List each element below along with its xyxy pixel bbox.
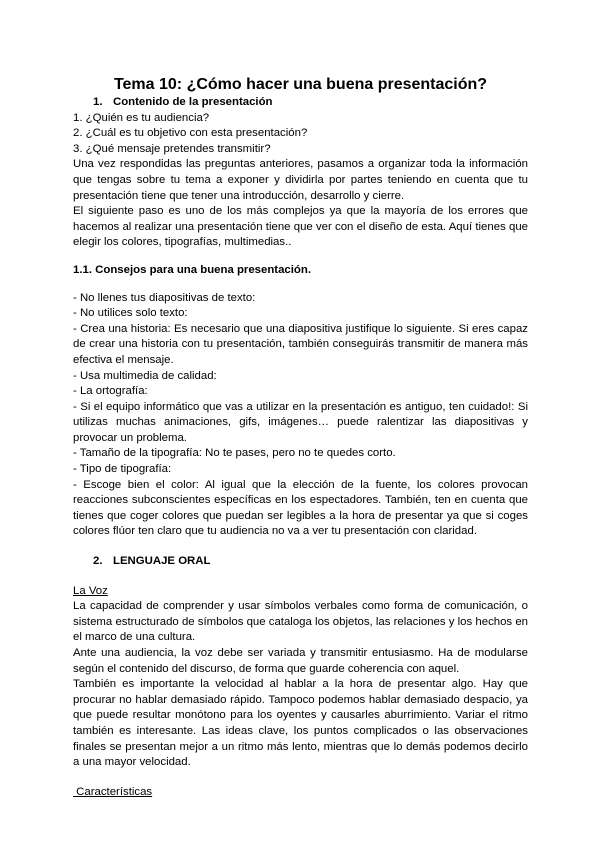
section-2-title: LENGUAJE ORAL: [113, 555, 211, 568]
section-1-heading: [73, 95, 528, 111]
tip-item: - Crea una historia: Es necesario que una diapositiva justifique lo siguiente. Si eres capaz de crear una historia con tu presentación, también conseguirás transmitir de manera más efectiva el mensaje.: [73, 322, 528, 366]
question-3: 3. ¿Qué mensaje pretendes transmitir?: [73, 142, 271, 155]
section-1-paragraph: Una vez respondidas las preguntas anteriores, pasamos a organizar toda la información que tengas sobre tu tema a exponer y dividirla por partes teniendo en cuenta que tu presentación tiene que tener una introducción, desarrollo y cierre.: [73, 158, 528, 202]
section-2-paragraph: La capacidad de comprender y usar símbolos verbales como forma de comunicación, o sistema estructurado de símbolos que cataloga los objetos, las relaciones y los hechos en el marco de una cultura.: [73, 600, 528, 644]
section-2-paragraph: Ante una audiencia, la voz debe ser variada y transmitir entusiasmo. Ha de modularse según el contenido del discurso, de forma que guarde coherencia con aquel.: [73, 647, 528, 675]
tip-item: - Tamaño de la tipografía: No te pases, pero no te quedes corto.: [73, 447, 396, 460]
question-1: 1. ¿Quién es tu audiencia?: [73, 111, 210, 124]
subheading-la-voz: La Voz: [73, 584, 108, 597]
tip-item: - Si el equipo informático que vas a utilizar en la presentación es antiguo, ten cuidado!: Si utilizas muchas animaciones, gifs, imágenes… puede ralentizar las diapositivas y provocar un problema.: [73, 400, 528, 444]
subheading-caracteristicas: Características: [73, 785, 153, 798]
section-1-number: 1.: [93, 96, 103, 108]
section-2-number: 2.: [93, 555, 103, 568]
section-2-heading: [73, 554, 528, 570]
tip-item: - Tipo de tipografía:: [73, 463, 172, 476]
document-content: [73, 75, 528, 800]
section-1-title: Contenido de la presentación: [113, 96, 273, 108]
question-2: 2. ¿Cuál es tu objetivo con esta presentación?: [73, 127, 308, 140]
tip-item: - Escoge bien el color: Al igual que la elección de la fuente, los colores provocan reacciones subconscientes específicas en los espectadores. También, ten en cuenta que tienes que coger colores que puedan ser legibles a la hora de presentar ya que si coges colores flúor ten claro que tu audiencia no va a ver tu presentación con claridad.: [73, 478, 528, 538]
tip-item: - No llenes tus diapositivas de texto:: [73, 291, 256, 304]
tip-item: - No utilices solo texto:: [73, 307, 188, 320]
page-title: Tema 10: ¿Cómo hacer una buena presentación?: [113, 76, 488, 93]
section-1-paragraph: El siguiente paso es uno de los más complejos ya que la mayoría de los errores que hacemos al realizar una presentación tiene que ver con el diseño de esta. Aquí tienes que elegir los colores, tipografías, multimedias..: [73, 205, 528, 249]
section-2-paragraph: También es importante la velocidad al hablar a la hora de presentar algo. Hay que procurar no hablar demasiado rápido. Tampoco podemos hablar demasiado despacio, ya que puede resultar monótono para los oyentes y causarles aburrimiento. Variar el ritmo también es interesante. Las ideas clave, los puntos complicados o las observaciones finales se presentan mejor a un ritmo más lento, mientras que lo demás podemos decirlo a una mayor velocidad.: [73, 678, 528, 769]
tip-item: - Usa multimedia de calidad:: [73, 369, 217, 382]
tip-item: - La ortografía:: [73, 385, 148, 398]
section-1-1-heading: 1.1. Consejos para una buena presentación.: [73, 263, 312, 276]
